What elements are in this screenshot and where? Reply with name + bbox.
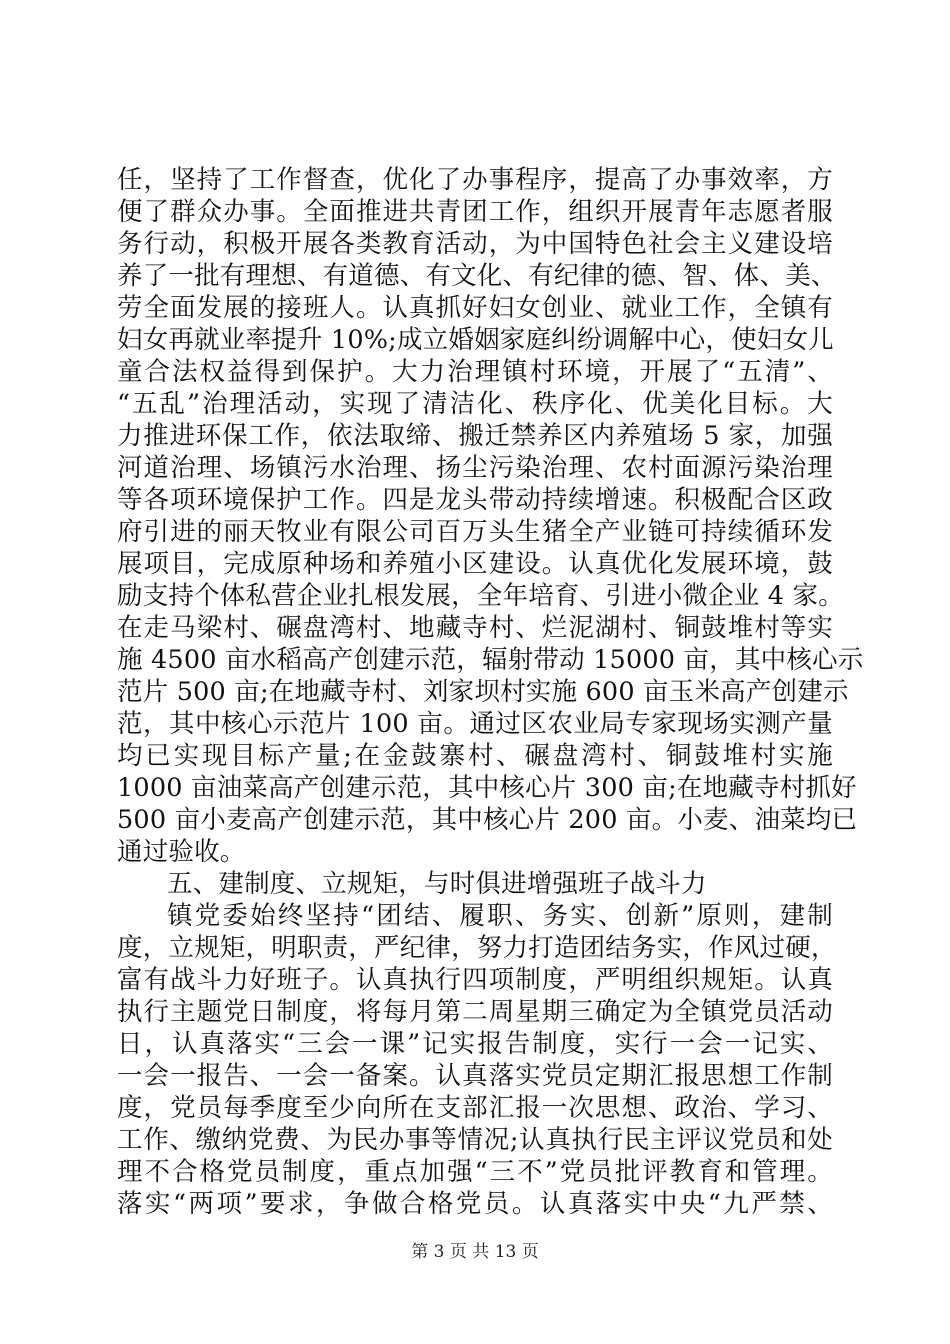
text-line: 镇党委始终坚持“团结、履职、务实、创新”原则，建制: [167, 901, 833, 931]
page-footer: 第 3 页 共 13 页: [411, 1242, 539, 1262]
text-line: 在走马梁村、碾盘湾村、地藏寺村、烂泥湖村、铜鼓堆村等实: [117, 613, 833, 643]
text-line: 范，其中核心示范片 100 亩。通过区农业局专家现场实测产量: [117, 709, 833, 739]
text-line: 范片 500 亩;在地藏寺村、刘家坝村实施 600 亩玉米高产创建示: [117, 677, 849, 707]
text-line: 任，坚持了工作督查，优化了办事程序，提高了办事效率，方: [117, 165, 833, 195]
text-line: 力推进环保工作，依法取缔、搬迁禁养区内养殖场 5 家，加强: [117, 421, 833, 451]
text-line: 劳全面发展的接班人。认真抓好妇女创业、就业工作，全镇有: [117, 293, 833, 323]
text-line: 童合法权益得到保护。大力治理镇村环境，开展了“五清”、: [117, 357, 833, 387]
text-line: 1000 亩油菜高产创建示范，其中核心片 300 亩;在地藏寺村抓好: [117, 773, 857, 803]
text-line: 富有战斗力好班子。认真执行四项制度，严明组织规矩。认真: [117, 965, 833, 995]
text-line: 理不合格党员制度，重点加强“三不”党员批评教育和管理。: [117, 1157, 833, 1187]
text-line: 便了群众办事。全面推进共青团工作，组织开展青年志愿者服: [117, 197, 833, 227]
text-line: 等各项环境保护工作。四是龙头带动持续增速。积极配合区政: [117, 485, 833, 515]
text-line: 妇女再就业率提升 10%;成立婚姻家庭纠纷调解中心，使妇女儿: [117, 325, 834, 355]
text-line: 府引进的丽天牧业有限公司百万头生猪全产业链可持续循环发: [117, 517, 833, 547]
text-line: “五乱”治理活动，实现了清洁化、秩序化、优美化目标。大: [117, 389, 833, 419]
text-line: 养了一批有理想、有道德、有文化、有纪律的德、智、体、美、: [117, 261, 837, 291]
text-line: 500 亩小麦高产创建示范，其中核心片 200 亩。小麦、油菜均已: [117, 805, 858, 835]
text-line: 执行主题党日制度，将每月第二周星期三确定为全镇党员活动: [117, 997, 833, 1027]
text-line: 度，党员每季度至少向所在支部汇报一次思想、政治、学习、: [117, 1093, 833, 1123]
text-line: 日，认真落实“三会一课”记实报告制度，实行一会一记实、: [117, 1029, 833, 1059]
text-line: 一会一报告、一会一备案。认真落实党员定期汇报思想工作制: [117, 1061, 833, 1091]
text-line: 工作、缴纳党费、为民办事等情况;认真执行民主评议党员和处: [117, 1125, 833, 1155]
text-line: 通过验收。: [117, 837, 246, 867]
text-line: 均已实现目标产量;在金鼓寨村、碾盘湾村、铜鼓堆村实施: [117, 741, 833, 771]
text-line: 河道治理、场镇污水治理、扬尘污染治理、农村面源污染治理: [117, 453, 833, 483]
text-line: 展项目，完成原种场和养殖小区建设。认真优化发展环境，鼓: [117, 549, 833, 579]
text-line: 落实“两项”要求，争做合格党员。认真落实中央“九严禁、: [117, 1189, 833, 1219]
text-line: 务行动，积极开展各类教育活动，为中国特色社会主义建设培: [117, 229, 833, 259]
section-heading: 五、建制度、立规矩，与时俱进增强班子战斗力: [167, 869, 707, 899]
text-line: 施 4500 亩水稻高产创建示范，辐射带动 15000 亩，其中核心示: [117, 645, 864, 675]
text-line: 励支持个体私营企业扎根发展，全年培育、引进小微企业 4 家。: [117, 581, 844, 611]
text-line: 度，立规矩，明职责，严纪律，努力打造团结务实，作风过硬，: [117, 933, 837, 963]
